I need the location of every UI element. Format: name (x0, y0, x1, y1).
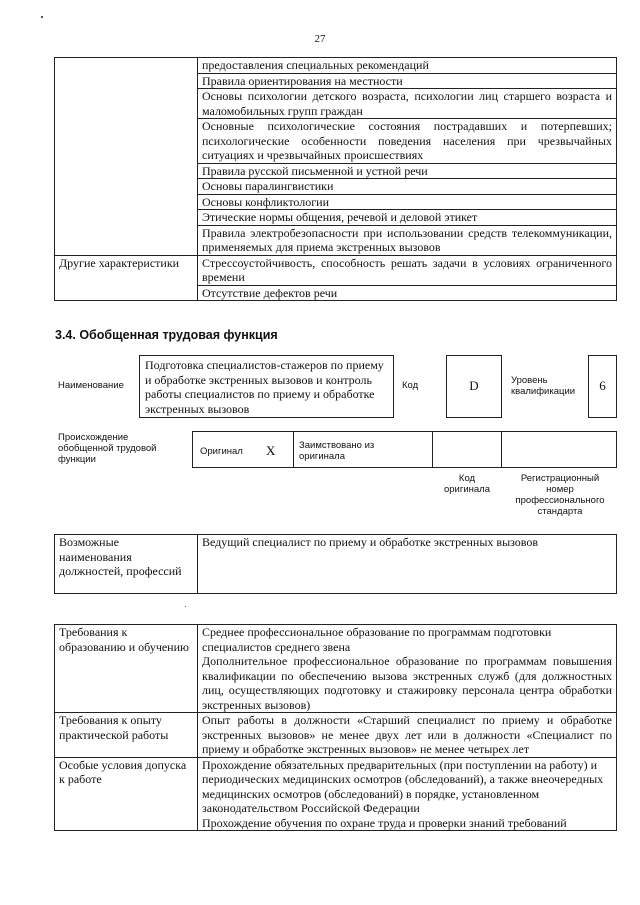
scan-speck (185, 606, 186, 607)
experience-label: Требования к опыту практической работы (55, 713, 198, 758)
education-label: Требования к образованию и обучению (55, 625, 198, 713)
positions-value: Ведущий специалист по приему и обработке экстренных вызовов (198, 535, 617, 594)
knowledge-item: Правила электробезопасности при использовании средств телекоммуникации, применяемых для приема экстренных вызовов (198, 225, 617, 255)
section-title: 3.4. Обобщенная трудовая функция (55, 328, 278, 342)
scan-speck (41, 16, 43, 18)
origin-boxes (192, 431, 617, 468)
level-label: Уровень квалификации (511, 375, 576, 397)
table-cell-empty (55, 58, 198, 256)
other-characteristics-label: Другие характеристики (55, 255, 198, 301)
code-value: D (469, 378, 479, 393)
positions-table (54, 534, 617, 594)
characteristic-item: Стрессоустойчивость, способность решать задачи в условиях ограниченного времени (198, 255, 617, 285)
page-number: 27 (314, 33, 326, 45)
origin-label: Происхождение обобщенной трудовой функции (58, 432, 157, 465)
qualification-knowledge-table (54, 57, 617, 301)
code-original-label: Код оригинала (443, 473, 490, 495)
requirement-line: Среднее профессиональное образование по программам подготовки специалистов среднего звена (202, 625, 552, 654)
function-name: Подготовка специалистов-стажеров по приему и обработке экстренных вызовов и контроль работы специалистов по приему и обработке экстренных вызовов (145, 358, 384, 416)
experience-value: Опыт работы в должности «Старший специалист по приему и обработке экстренных вызовов» не менее двух лет или в должности «Специалист по приему и обработке экстренных вызовов» не менее четырех лет (198, 713, 617, 758)
name-label: Наименование (58, 380, 124, 391)
characteristic-item: Отсутствие дефектов речи (198, 285, 617, 301)
requirements-table (54, 624, 617, 831)
level-value: 6 (599, 378, 606, 393)
knowledge-item: предоставления специальных рекомендаций (198, 58, 617, 74)
level-box (588, 355, 617, 418)
function-name-box (139, 355, 394, 418)
origin-divider (501, 431, 502, 468)
requirement-line: Прохождение обязательных предварительных (при поступлении на работу) и периодических медицинских осмотров (обследований), а также внеочередных медицинских осмотров (обследований) в порядке, установленном законодательством Российской Федерации (202, 757, 604, 815)
code-box (446, 355, 502, 418)
reg-number-label: Регистрационный номер профессионального стандарта (515, 473, 605, 517)
knowledge-item: Основы психологии детского возраста, психологии лиц старшего возраста и маломобильных групп граждан (198, 89, 617, 119)
knowledge-item: Основы конфликтологии (198, 194, 617, 210)
original-label: Оригинал (200, 446, 243, 457)
knowledge-item: Основы паралингвистики (198, 179, 617, 195)
knowledge-item: Правила ориентирования на местности (198, 73, 617, 89)
positions-label: Возможные наименования должностей, профессий (55, 535, 198, 594)
origin-divider (293, 431, 294, 468)
code-label: Код (402, 380, 419, 391)
origin-divider (432, 431, 433, 468)
education-value (198, 625, 617, 713)
admission-label: Особые условия допуска к работе (55, 757, 198, 831)
knowledge-item: Основные психологические состояния пострадавших и потерпевших; психологические особенности поведения населения при чрезвычайных ситуациях и чрезвычайных происшествиях (198, 119, 617, 164)
admission-value (198, 757, 617, 831)
requirement-line: Прохождение обучения по охране труда и проверки знаний требований (202, 815, 567, 830)
requirement-line: Дополнительное профессиональное образование по программам повышения квалификации по обеспечению вызова экстренных служб (для должностных лиц, осуществляющих подготовку и стажировку персонала центра обработки экстренных вызовов) (202, 654, 612, 712)
knowledge-item: Правила русской письменной и устной речи (198, 163, 617, 179)
original-mark: X (266, 443, 276, 458)
borrowed-label: Заимствовано из оригинала (299, 440, 375, 462)
knowledge-item: Этические нормы общения, речевой и деловой этикет (198, 210, 617, 226)
